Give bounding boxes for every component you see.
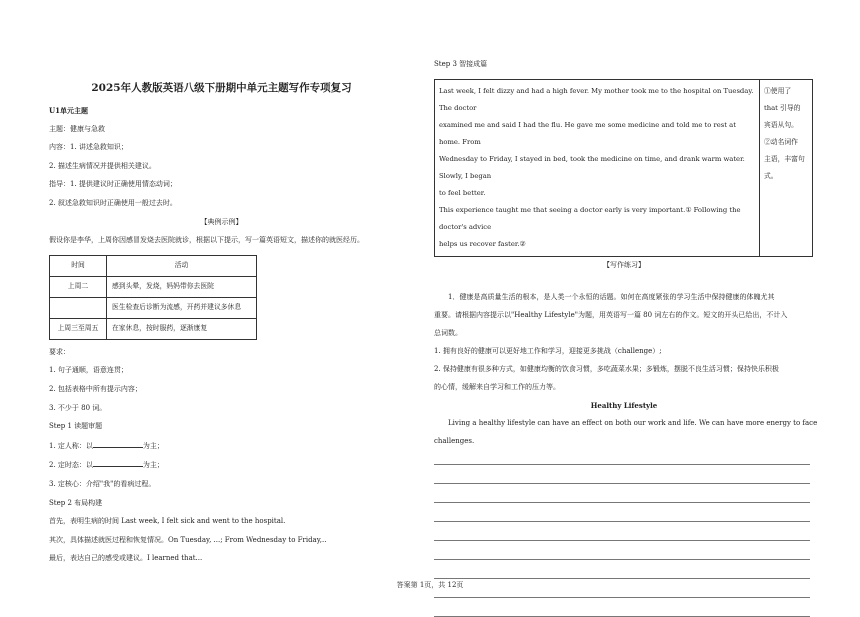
table-header-cell: 活动 bbox=[107, 255, 257, 276]
fill-blank[interactable] bbox=[93, 460, 143, 467]
writing-line[interactable] bbox=[434, 465, 810, 484]
theme-line: 主题：健康与急救 bbox=[49, 124, 105, 133]
requirement-1: 1. 句子通顺，语意连贯； bbox=[49, 366, 128, 375]
step1-item-3: 3. 定核心：介绍"我"的看病过程。 bbox=[49, 479, 156, 488]
prompt-text: 假设你是李华，上周你因感冒发烧去医院就诊，根据以下提示，写一篇英语短文，描述你的就医经历。 bbox=[49, 236, 364, 245]
essay-line: Last week, I felt dizzy and had a high fever. My mother took me to the hospital on Tuesday. The doctor bbox=[439, 86, 754, 112]
point-1: 1. 拥有良好的健康可以更好地工作和学习，迎接更多挑战（challenge）; bbox=[434, 346, 662, 355]
writing-line[interactable] bbox=[434, 446, 810, 465]
step1-item-2 bbox=[49, 460, 394, 470]
step3-heading: Step 3 智接成篇 bbox=[434, 60, 488, 68]
activity-table bbox=[49, 255, 257, 340]
step2-item-3: 最后，表达自己的感受或建议。I learned that... bbox=[49, 554, 203, 563]
model-essay-table bbox=[434, 79, 813, 257]
guide-line-1: 指导：1. 提供建议时正确使用情态动词； bbox=[49, 180, 177, 189]
table-cell: 医生检查后诊断为流感，开药并建议多休息 bbox=[107, 297, 257, 318]
table-cell: 上周三至周五 bbox=[50, 318, 107, 339]
practice-heading: 【写作练习】 bbox=[603, 260, 645, 269]
opening-line-1: Living a healthy lifestyle can have an effect on both our work and life. We can have more energy to face bbox=[448, 418, 818, 427]
step2-item-1: 首先，表明生病的时间 Last week, I felt sick and went to the hospital. bbox=[49, 517, 286, 526]
fill-blank[interactable] bbox=[93, 441, 143, 448]
step1-item-2-suffix: 为主； bbox=[142, 461, 164, 470]
essay-notes bbox=[760, 79, 813, 256]
note-line: 主语，丰富句 bbox=[764, 154, 805, 163]
table-row bbox=[50, 318, 257, 339]
page-title: 2025年人教版英语八级下册期中单元主题写作专项复习 bbox=[91, 82, 352, 94]
step1-item-1-suffix: 为主； bbox=[142, 441, 164, 450]
requirement-3: 3. 不少于 80 词。 bbox=[49, 403, 107, 412]
right-column bbox=[434, 60, 818, 617]
writing-line[interactable] bbox=[434, 541, 810, 560]
essay-line: This experience taught me that seeing a doctor early is very important.① Following the doctor's advice bbox=[439, 205, 741, 231]
table-cell bbox=[50, 297, 107, 318]
left-column bbox=[49, 60, 394, 573]
requirements-title: 要求： bbox=[49, 347, 70, 356]
writing-line[interactable] bbox=[434, 598, 810, 617]
table-row bbox=[50, 276, 257, 297]
opening-line-2: challenges. bbox=[434, 436, 475, 445]
note-line: 宾语从句。 bbox=[764, 120, 798, 129]
note-line: ①使用了 bbox=[764, 86, 792, 95]
point-2: 2. 保持健康有很多种方式，如健康均衡的饮食习惯，多吃蔬菜水果；多锻炼，摆脱不良生活习惯；保持快乐积极 bbox=[434, 364, 779, 373]
task-line-1: 1．健康是高质量生活的根本，是人类一个永恒的话题。如何在高度紧张的学习生活中保持健康的体魄尤其 bbox=[448, 292, 775, 301]
table-header-cell: 时间 bbox=[50, 255, 107, 276]
unit-heading: U1单元主题 bbox=[49, 106, 88, 115]
essay-title: Healthy Lifestyle bbox=[590, 400, 658, 410]
table-cell: 感到头晕，发烧，妈妈带你去医院 bbox=[107, 276, 257, 297]
sample-heading: 【典例示例】 bbox=[200, 217, 243, 226]
note-line: 式。 bbox=[764, 171, 778, 180]
essay-line: examined me and said I had the flu. He gave me some medicine and told me to rest at home. From bbox=[439, 120, 736, 146]
model-essay bbox=[435, 79, 760, 256]
step1-item-2-prefix: 2. 定时态：以 bbox=[49, 461, 93, 470]
note-line: ②动名词作 bbox=[764, 137, 798, 146]
essay-line: helps us recover faster.② bbox=[439, 239, 526, 248]
step1-item-1-prefix: 1. 定人称：以 bbox=[49, 441, 93, 450]
writing-line[interactable] bbox=[434, 484, 810, 503]
point-3: 的心情，缓解来自学习和工作的压力等。 bbox=[434, 382, 560, 391]
table-cell: 上周二 bbox=[50, 276, 107, 297]
step2-item-2: 其次，具体描述就医过程和恢复情况。On Tuesday, ...; From Wednesday to Friday,.. bbox=[49, 535, 327, 544]
writing-line[interactable] bbox=[434, 522, 810, 541]
writing-area[interactable] bbox=[434, 446, 814, 617]
page-footer: 答案第 1页，共 12页 bbox=[396, 581, 464, 589]
note-line: that 引导的 bbox=[764, 103, 801, 112]
step2-heading: Step 2 布局构建 bbox=[49, 498, 103, 507]
table-cell: 在家休息，按时服药，逐渐康复 bbox=[107, 318, 257, 339]
content-line-2: 2. 描述生病情况并提供相关建议。 bbox=[49, 161, 156, 170]
table-header-row bbox=[50, 255, 257, 276]
task-line-2: 重要。请根据内容提示以"Healthy Lifestyle"为题，用英语写一篇 80 词左右的作文。短文的开头已给出，不计入 bbox=[434, 310, 788, 319]
step1-heading: Step 1 读题审题 bbox=[49, 422, 103, 431]
guide-line-2: 2. 叙述急救知识时正确使用一般过去时。 bbox=[49, 198, 177, 207]
table-row bbox=[50, 297, 257, 318]
writing-line[interactable] bbox=[434, 503, 810, 522]
writing-line[interactable] bbox=[434, 560, 810, 579]
content-line-1: 内容：1. 讲述急救知识； bbox=[49, 143, 128, 152]
requirement-2: 2. 包括表格中所有提示内容； bbox=[49, 384, 142, 393]
step1-item-1 bbox=[49, 441, 394, 451]
essay-line: Wednesday to Friday, I stayed in bed, took the medicine on time, and drank warm water. Slowly, I began bbox=[439, 154, 745, 180]
essay-line: to feel better. bbox=[439, 188, 486, 197]
task-line-3: 总词数。 bbox=[434, 328, 462, 337]
